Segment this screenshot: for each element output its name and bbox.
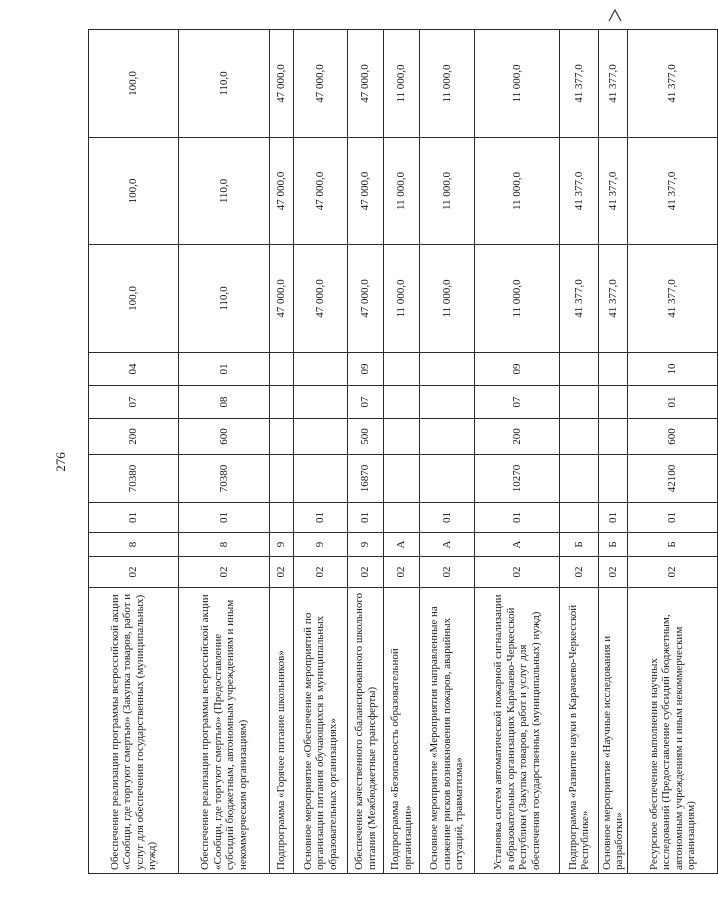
direction-code: 16870: [348, 455, 384, 503]
table-row: [628, 30, 718, 874]
subprogram-code: Б: [628, 533, 718, 557]
value-year-1: 41 377,0: [599, 245, 628, 353]
event-code: 01: [179, 503, 270, 533]
event-code: 01: [348, 503, 384, 533]
budget-table-body: [89, 30, 718, 874]
value-year-2: 47 000,0: [270, 138, 294, 245]
value-year-1: 47 000,0: [270, 245, 294, 353]
value-year-3: 11 000,0: [384, 30, 420, 138]
expense-type: 200: [89, 419, 179, 455]
subsection-code: 09: [348, 353, 384, 386]
expense-type: [294, 419, 348, 455]
section-code: 08: [179, 386, 270, 419]
subprogram-code: А: [475, 533, 560, 557]
row-name: Подпрограмма «Безопасность образовательной организации»: [384, 588, 420, 874]
subsection-code: [270, 353, 294, 386]
section-code: [384, 386, 420, 419]
table-row: [179, 30, 270, 874]
section-code: 07: [348, 386, 384, 419]
table-row: [294, 30, 348, 874]
expense-type: 200: [475, 419, 560, 455]
subprogram-code: 9: [348, 533, 384, 557]
table-row: [89, 30, 179, 874]
value-year-3: 47 000,0: [270, 30, 294, 138]
budget-table-container: [88, 30, 697, 874]
subprogram-code: Б: [599, 533, 628, 557]
value-year-1: 110,0: [179, 245, 270, 353]
program-code: 02: [475, 557, 560, 588]
subsection-code: [599, 353, 628, 386]
section-code: [420, 386, 475, 419]
row-name: Ресурсное обеспечение выполнения научных исследований (Предоставление субсидий бюджетным, автономным учреждениям и иным некоммерческим организациям): [628, 588, 718, 874]
value-year-3: 11 000,0: [420, 30, 475, 138]
event-code: 01: [294, 503, 348, 533]
subsection-code: [560, 353, 599, 386]
subsection-code: [384, 353, 420, 386]
value-year-3: 41 377,0: [560, 30, 599, 138]
expense-type: 600: [179, 419, 270, 455]
value-year-1: 47 000,0: [294, 245, 348, 353]
value-year-3: 110,0: [179, 30, 270, 138]
subsection-code: 10: [628, 353, 718, 386]
program-code: 02: [348, 557, 384, 588]
expense-type: 600: [628, 419, 718, 455]
table-row: [560, 30, 599, 874]
budget-table: [88, 29, 718, 874]
value-year-2: 110,0: [179, 138, 270, 245]
expense-type: 500: [348, 419, 384, 455]
value-year-1: 47 000,0: [348, 245, 384, 353]
value-year-2: 100,0: [89, 138, 179, 245]
value-year-3: 41 377,0: [628, 30, 718, 138]
section-code: [270, 386, 294, 419]
expense-type: [420, 419, 475, 455]
program-code: 02: [89, 557, 179, 588]
subprogram-code: А: [384, 533, 420, 557]
table-row: [420, 30, 475, 874]
event-code: 01: [628, 503, 718, 533]
subprogram-code: Б: [560, 533, 599, 557]
subsection-code: [294, 353, 348, 386]
direction-code: 10270: [475, 455, 560, 503]
program-code: 02: [560, 557, 599, 588]
value-year-1: 100,0: [89, 245, 179, 353]
section-code: 07: [89, 386, 179, 419]
program-code: 02: [384, 557, 420, 588]
corner-stamp-icon: [608, 8, 622, 22]
direction-code: [384, 455, 420, 503]
row-name: Установка систем автоматической пожарной сигнализации в образовательных организациях Карачаево-Черкесской Республики (Закупка товаров, работ и услуг для обеспечения государственных (муниципальных) нужд): [475, 588, 560, 874]
program-code: 02: [420, 557, 475, 588]
section-code: [599, 386, 628, 419]
subprogram-code: 9: [270, 533, 294, 557]
expense-type: [384, 419, 420, 455]
value-year-3: 41 377,0: [599, 30, 628, 138]
table-row: [348, 30, 384, 874]
subsection-code: 09: [475, 353, 560, 386]
expense-type: [270, 419, 294, 455]
value-year-2: 41 377,0: [628, 138, 718, 245]
program-code: 02: [294, 557, 348, 588]
direction-code: [599, 455, 628, 503]
event-code: [270, 503, 294, 533]
value-year-1: 41 377,0: [560, 245, 599, 353]
row-name: Основное мероприятие «Мероприятия направленные на снижение рисков возникновения пожаров, аварийных ситуаций, травматизма»: [420, 588, 475, 874]
value-year-2: 11 000,0: [420, 138, 475, 245]
value-year-2: 41 377,0: [599, 138, 628, 245]
row-name: Основное мероприятие «Научные исследования и разработки»: [599, 588, 628, 874]
event-code: 01: [420, 503, 475, 533]
direction-code: [560, 455, 599, 503]
value-year-2: 11 000,0: [384, 138, 420, 245]
program-code: 02: [628, 557, 718, 588]
subprogram-code: А: [420, 533, 475, 557]
section-code: 01: [628, 386, 718, 419]
value-year-2: 47 000,0: [348, 138, 384, 245]
page-number: 276: [53, 452, 68, 472]
value-year-2: 41 377,0: [560, 138, 599, 245]
event-code: [560, 503, 599, 533]
direction-code: 42100: [628, 455, 718, 503]
row-name: Основное мероприятие «Обеспечение мероприятий по организации питания обучающихся в муниципальных образовательных организациях»: [294, 588, 348, 874]
direction-code: 70380: [179, 455, 270, 503]
table-row: [475, 30, 560, 874]
value-year-3: 100,0: [89, 30, 179, 138]
row-name: Подпрограмма «Развитие науки в Карачаево-Черкесской Республике»: [560, 588, 599, 874]
subprogram-code: 8: [179, 533, 270, 557]
value-year-3: 11 000,0: [475, 30, 560, 138]
direction-code: [294, 455, 348, 503]
value-year-3: 47 000,0: [294, 30, 348, 138]
row-name: Обеспечение качественного сбалансированного школьного питания (Межбюджетные трансферты): [348, 588, 384, 874]
table-row: [270, 30, 294, 874]
expense-type: [599, 419, 628, 455]
table-row: [384, 30, 420, 874]
direction-code: [420, 455, 475, 503]
row-name: Обеспечение реализации программы всероссийской акции «Сообщи, где торгуют смертью» (Предоставление субсидий бюджетным, автономным учреждениям и иным некоммерческим организациям): [179, 588, 270, 874]
row-name: Подпрограмма «Горячее питание школьников»: [270, 588, 294, 874]
value-year-1: 11 000,0: [384, 245, 420, 353]
section-code: [294, 386, 348, 419]
event-code: 01: [89, 503, 179, 533]
direction-code: 70380: [89, 455, 179, 503]
value-year-1: 11 000,0: [475, 245, 560, 353]
value-year-2: 47 000,0: [294, 138, 348, 245]
event-code: 01: [599, 503, 628, 533]
section-code: [560, 386, 599, 419]
row-name: Обеспечение реализации программы всероссийской акции «Сообщи, где торгуют смертью» (Закупка товаров, работ и услуг для обеспечения государственных (муниципальных) нужд): [89, 588, 179, 874]
subsection-code: 04: [89, 353, 179, 386]
subprogram-code: 8: [89, 533, 179, 557]
section-code: 07: [475, 386, 560, 419]
program-code: 02: [270, 557, 294, 588]
table-row: [599, 30, 628, 874]
program-code: 02: [179, 557, 270, 588]
direction-code: [270, 455, 294, 503]
expense-type: [560, 419, 599, 455]
value-year-3: 47 000,0: [348, 30, 384, 138]
event-code: [384, 503, 420, 533]
event-code: 01: [475, 503, 560, 533]
value-year-2: 11 000,0: [475, 138, 560, 245]
subsection-code: 01: [179, 353, 270, 386]
value-year-1: 41 377,0: [628, 245, 718, 353]
subprogram-code: 9: [294, 533, 348, 557]
program-code: 02: [599, 557, 628, 588]
value-year-1: 11 000,0: [420, 245, 475, 353]
subsection-code: [420, 353, 475, 386]
